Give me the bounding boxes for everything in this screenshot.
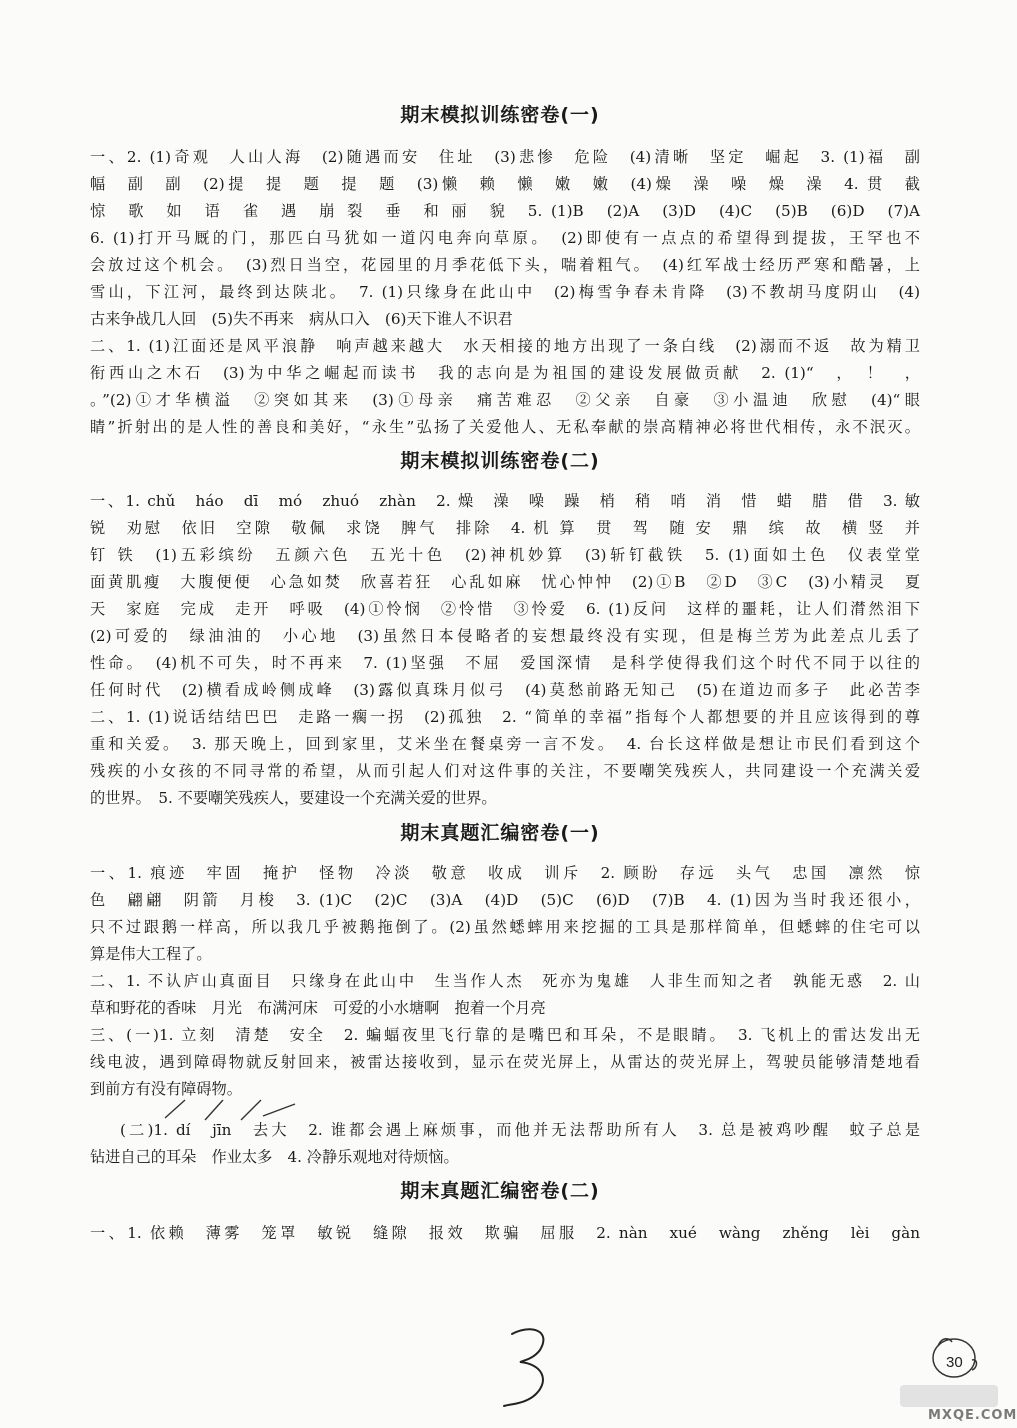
answer-line: 重和关爱。 3. 那天晚上，回到家里，艾米坐在餐桌旁一言不发。 4. 台长这样做是想让市民们看到这个 — [90, 735, 920, 753]
watermark-text: MXQE.COM — [928, 1408, 1017, 1423]
answer-line: 钉 铁 (1)五彩缤纷 五颜六色 五光十色 (2)神机妙算 (3)斩钉截铁 5. (1)面如土色 仪表堂堂 — [90, 546, 920, 564]
answer-line: 会放过这个机会。 (3)烈日当空，花园里的月季花低下头，喘着粗气。 (4)红军战士经历严寒和酷暑，上 — [90, 256, 920, 274]
answer-line: 一、1. 痕迹 牢固 掩护 怪物 冷淡 敬意 收成 训斥 2. 顾盼 存远 头气 忠国 凛然 惊 — [90, 864, 920, 882]
answer-line: 睛”折射出的是人性的善良和美好，“永生”弘扬了关爱他人、无私奉献的崇高精神必将世代相传，永不泯灭。 — [90, 418, 920, 436]
answer-line: 二、1. 不认庐山真面目 只缘身在此山中 生当作人杰 死亦为鬼雄 人非生而知之者 孰能无惑 2. 山 — [90, 972, 920, 990]
answer-line: (2)可爱的 绿油油的 小心地 (3)虽然日本侵略者的妄想最终没有实现，但是梅兰芳为此差点儿丢了 — [90, 627, 920, 645]
section-body-1 — [90, 144, 920, 441]
section-title-4: 期末真题汇编密卷(二) — [400, 1180, 600, 1202]
answer-line: 性命。 (4)机不可失，时不再来 7. (1)坚强 不屈 爱国深情 是科学使得我们这个时代不同于以往的 — [90, 654, 920, 672]
answer-line: 只不过跟鹅一样高，所以我几乎被鹅拖倒了。(2)虽然蟋蟀用来挖掘的工具是那样简单，但蟋蟀的住宅可以 — [90, 918, 920, 936]
section-body-2 — [90, 488, 920, 812]
answer-line: 算是伟大工程了。 — [90, 945, 212, 963]
answer-line: 一、1. 依赖 薄雾 笼罩 敏锐 缝隙 报效 欺骗 屈服 2. nàn xué wàng zhěng lèi gàn — [90, 1224, 920, 1242]
answer-line: 草和野花的香味 月光 布满河床 可爱的小水塘啊 抱着一个月亮 — [90, 999, 546, 1017]
answer-line: 幅 副 副 (2)提 提 题 提 题 (3)懒 赖 懒 嫩 嫩 (4)燥 澡 噪 燥 澡 4. 贯 截 — [90, 175, 920, 193]
section-body-3 — [90, 860, 920, 1171]
answer-line: 一、1. chǔ háo dī mó zhuó zhàn 2. 燥 澡 噪 躁 梢 稍 哨 消 惜 蜡 腊 借 3. 敏 — [90, 492, 920, 510]
answer-line: 任何时代 (2)横看成岭侧成峰 (3)露似真珠月似弓 (4)莫愁前路无知己 (5)在道边而多子 此必苦李 — [90, 681, 920, 699]
answer-line: 的世界。 5. 不要嘲笑残疾人，要建设一个充满关爱的世界。 — [90, 789, 497, 807]
section-title-2: 期末模拟训练密卷(二) — [400, 450, 600, 472]
page-number: 30 — [946, 1354, 963, 1371]
answer-line: 二、1. (1)江面还是风平浪静 响声越来越大 水天相接的地方出现了一条白线 (2)溺而不返 故为精卫 — [90, 337, 920, 355]
answer-line: 惊 歌 如 语 雀 遇 崩 裂 垂 和 丽 貌 5. (1)B (2)A (3)D (4)C (5)B (6)D (7)A — [90, 202, 920, 220]
section-title-1: 期末模拟训练密卷(一) — [400, 104, 600, 126]
answer-line: 6. (1)打开马厩的门，那匹白马犹如一道闪电奔向草原。 (2)即使有一点点的希望得到提拔，王罕也不 — [90, 229, 920, 247]
answer-line: 一、2. (1)奇观 人山人海 (2)随遇而安 住址 (3)悲惨 危险 (4)清晰 坚定 崛起 3. (1)福 副 — [90, 148, 920, 166]
section-title-3: 期末真题汇编密卷(一) — [400, 822, 600, 844]
answer-line: (二)1. dí jīn 去大 2. 谁都会遇上麻烦事，而他并无法帮助所有人 3. 总是被鸡吵醒 蚊子总是 — [120, 1121, 920, 1139]
answer-line: 线电波，遇到障碍物就反射回来，被雷达接收到，显示在荧光屏上，从雷达的荧光屏上，驾驶员能够清楚地看 — [90, 1053, 920, 1071]
answer-line: 到前方有没有障碍物。 — [90, 1080, 242, 1098]
answer-line: 古来争战几人回 (5)失不再来 病从口入 (6)天下谁人不识君 — [90, 310, 513, 328]
answer-line: 衔西山之木石 (3)为中华之崛起而读书 我的志向是为祖国的建设发展做贡献 2. (1)“ ， ！ ， — [90, 364, 920, 382]
answer-line: 色 翩翩 阴箭 月梭 3. (1)C (2)C (3)A (4)D (5)C (6)D (7)B 4. (1)因为当时我还很小， — [90, 891, 920, 909]
answer-line: 钻进自己的耳朵 作业太多 4. 冷静乐观地对待烦恼。 — [90, 1148, 459, 1166]
answer-line: 雪山，下江河，最终到达陕北。 7. (1)只缘身在此山中 (2)梅雪争春未肯降 (3)不教胡马度阴山 (4) — [90, 283, 920, 301]
answer-line: 天 家庭 完成 走开 呼吸 (4)①怜悯 ②怜惜 ③怜爱 6. (1)反问 这样的噩耗，让人们潸然泪下 — [90, 600, 920, 618]
answer-line: 面黄肌瘦 大腹便便 心急如焚 欣喜若狂 心乱如麻 忧心忡忡 (2)①B ②D ③C (3)小精灵 夏 — [90, 573, 920, 591]
answer-line: 残疾的小女孩的不同寻常的希望，从而引起人们对这件事的关注，不要嘲笑残疾人，共同建设一个充满关爱 — [90, 762, 920, 780]
answer-line: 三、(一)1. 立刻 清楚 安全 2. 蝙蝠夜里飞行靠的是嘴巴和耳朵，不是眼睛。 3. 飞机上的雷达发出无 — [90, 1026, 920, 1044]
strikethrough-scribble — [145, 1094, 315, 1124]
answer-line: 。”(2)①才华横溢 ②突如其来 (3)①母亲 痛苦难忍 ②父亲 自豪 ③小温迪 欣慰 (4)“眼 — [90, 391, 920, 409]
handwritten-three — [490, 1320, 570, 1410]
answer-line: 二、1. (1)说话结结巴巴 走路一瘸一拐 (2)孤独 2. “简单的幸福”指每个人都想要的并且应该得到的尊 — [90, 708, 920, 726]
section-body-4 — [90, 1220, 920, 1247]
answer-line: 锐 劝慰 依旧 空隙 敬佩 求饶 脾气 排除 4. 机 算 贯 驾 随 安 鼎 缤 故 横 竖 并 — [90, 519, 920, 537]
